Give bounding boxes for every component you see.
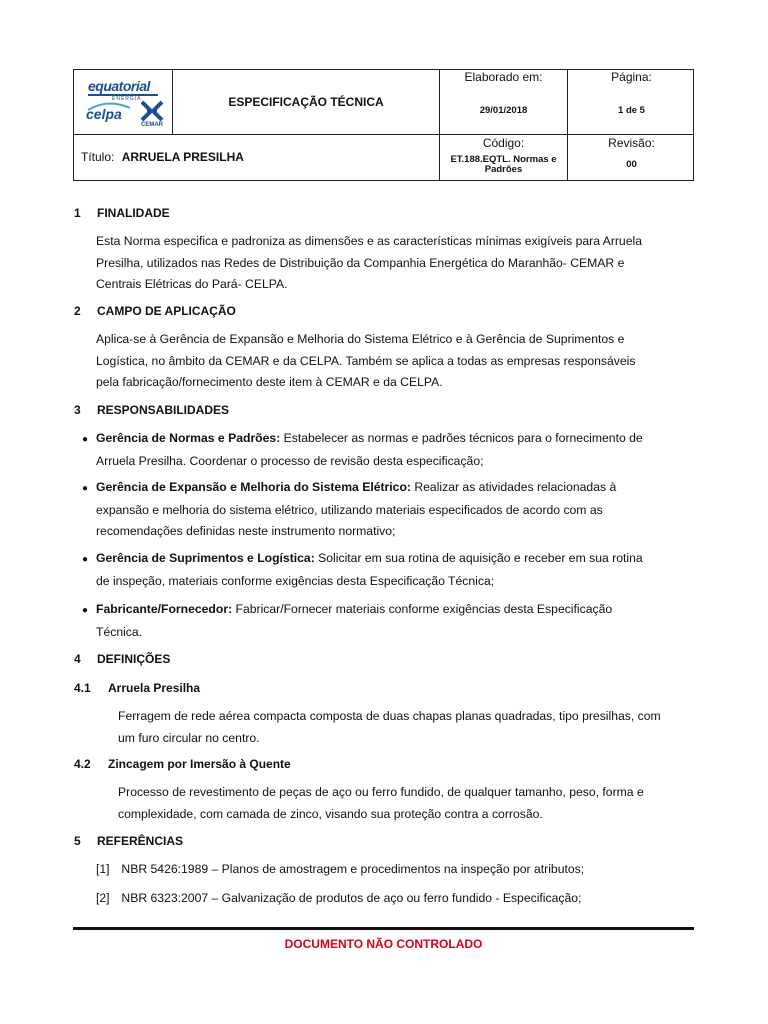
section-title: RESPONSABILIDADES [97, 403, 230, 417]
text-line: de inspeção, materiais conforme exigências desta Especificação Técnica; [96, 573, 495, 588]
codigo-value-line2: Padrões [484, 164, 523, 175]
codigo-value-line1: ET.188.EQTL. Normas e [450, 154, 557, 165]
section-number: 5 [74, 834, 81, 848]
header-table [73, 69, 694, 181]
bullet-icon: ● [82, 434, 89, 445]
revisao-value: 00 [626, 159, 637, 170]
finalidade-paragraph [96, 231, 699, 296]
reference-tag: [1] [96, 862, 110, 876]
celpa-logo: celpa [86, 106, 122, 122]
text-line: Arruela Presilha. Coordenar o processo de revisão desta especificação; [96, 453, 484, 468]
pagina-value: 1 de 5 [618, 105, 645, 116]
text-line: Solicitar em sua rotina de aquisição e receber em sua rotina [314, 551, 643, 565]
zincagem-definition [118, 782, 699, 825]
responsibility-role: Fabricante/Fornecedor: [96, 602, 233, 616]
reference-text: NBR 6323:2007 – Galvanização de produtos de aço ou ferro fundido - Especificação; [121, 891, 582, 905]
section-heading-responsabilidades [74, 403, 229, 417]
section-number: 3 [74, 403, 81, 417]
text-line: complexidade, com camada de zinco, visando sua proteção contra a corrosão. [118, 806, 543, 821]
footer-uncontrolled-notice: DOCUMENTO NÃO CONTROLADO [284, 937, 483, 951]
footer-divider [73, 927, 694, 930]
text-line: Fabricar/Fornecer materiais conforme exigências desta Especificação [232, 602, 613, 616]
bullet-icon: ● [82, 605, 89, 616]
text-line: Presilha, utilizados nas Redes de Distribuição da Companhia Energética do Maranhão- CEMAR e [96, 255, 625, 270]
responsibility-role: Gerência de Expansão e Melhoria do Sistema Elétrico: [96, 480, 411, 494]
text-line: um furo circular no centro. [118, 730, 260, 745]
responsibility-item [82, 428, 699, 472]
section-title: Arruela Presilha [108, 681, 201, 695]
section-title: Zincagem por Imersão à Quente [108, 757, 291, 771]
responsibility-item [82, 477, 699, 543]
text-line: Realizar as atividades relacionadas à [410, 480, 617, 494]
text-line: expansão e melhoria do sistema elétrico, utilizando materiais especificados de acordo com as [96, 502, 603, 517]
text-line: Esta Norma especifica e padroniza as dimensões e as características mínimas exigíveis para Arruela [96, 234, 642, 248]
section-number: 4.1 [74, 681, 91, 695]
responsibility-role: Gerência de Suprimentos e Logística: [96, 551, 315, 565]
text-line: Aplica-se à Gerência de Expansão e Melhoria do Sistema Elétrico e à Gerência de Suprimentos e [96, 332, 625, 346]
titulo-value: ARRUELA PRESILHA [121, 150, 244, 164]
equatorial-logo-subtitle: ENERGIA [112, 96, 142, 102]
cemar-logo-text: CEMAR [141, 122, 163, 128]
text-line: Logística, no âmbito da CEMAR e da CELPA. Também se aplica a todas as empresas responsáveis [96, 353, 636, 368]
section-heading-campo-de-aplicacao [74, 304, 236, 318]
campo-de-aplicacao-paragraph [96, 329, 699, 394]
responsibility-item [82, 599, 699, 643]
equatorial-logo: equatorial [88, 78, 150, 94]
text-line: Centrais Elétricas do Pará- CELPA. [96, 277, 288, 291]
subsection-heading-zincagem [74, 757, 291, 771]
section-heading-finalidade [74, 206, 170, 220]
titulo-row [81, 150, 244, 164]
reference-text: NBR 5426:1989 – Planos de amostragem e procedimentos na inspeção por atributos; [121, 862, 585, 876]
section-number: 2 [74, 304, 81, 318]
text-line: recomendações definidas neste instrumento normativo; [96, 524, 396, 538]
cemar-logo-icon [140, 100, 164, 122]
text-line: Técnica. [96, 624, 143, 639]
text-line: Processo de revestimento de peças de aço ou ferro fundido, de qualquer tamanho, peso, forma e [118, 785, 644, 799]
reference-item [96, 891, 581, 905]
responsibility-role: Gerência de Normas e Padrões: [96, 431, 281, 445]
reference-item [96, 862, 584, 876]
document-type-title: ESPECIFICAÇÃO TÉCNICA [228, 95, 384, 109]
section-heading-definicoes [74, 652, 170, 666]
section-number: 4 [74, 652, 81, 666]
text-line: pela fabricação/fornecimento deste item à CEMAR e da CELPA. [96, 375, 443, 389]
subsection-heading-arruela-presilha [74, 681, 200, 695]
section-title: CAMPO DE APLICAÇÃO [97, 304, 236, 318]
company-logos [74, 70, 173, 134]
section-number: 1 [74, 206, 81, 220]
revisao-label: Revisão: [608, 136, 655, 150]
codigo-label: Código: [482, 136, 525, 150]
bullet-icon: ● [82, 554, 89, 565]
responsibility-item [82, 548, 699, 592]
bullet-icon: ● [82, 483, 89, 494]
text-line: Ferragem de rede aérea compacta composta de duas chapas planas quadradas, tipo presilhas, com [118, 709, 661, 723]
section-title: DEFINIÇÕES [97, 652, 171, 666]
reference-tag: [2] [96, 891, 110, 905]
arruela-presilha-definition [118, 706, 699, 749]
section-title: FINALIDADE [97, 206, 170, 220]
text-line: Estabelecer as normas e padrões técnicos para o fornecimento de [280, 431, 643, 445]
elaborado-label: Elaborado em: [464, 70, 543, 84]
pagina-label: Página: [611, 70, 652, 84]
titulo-label: Título: [81, 150, 115, 164]
section-heading-referencias [74, 834, 183, 848]
elaborado-value: 29/01/2018 [479, 105, 528, 116]
section-number: 4.2 [74, 757, 91, 771]
section-title: REFERÊNCIAS [97, 834, 184, 848]
